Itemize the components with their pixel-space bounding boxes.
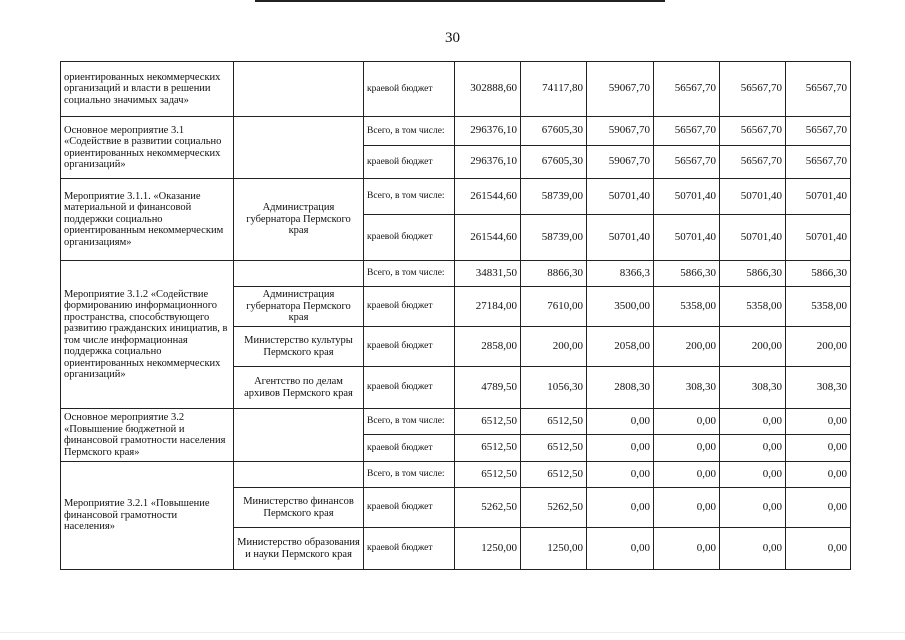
value-year-3: 0,00: [654, 435, 720, 462]
value-total: 27184,00: [455, 287, 521, 327]
value-year-5: 5358,00: [786, 287, 851, 327]
value-year-3: 0,00: [654, 488, 720, 528]
value-year-1: 5262,50: [521, 488, 587, 528]
value-year-2: 0,00: [587, 409, 654, 435]
value-year-1: 58739,00: [521, 179, 587, 215]
table-row: [61, 261, 851, 287]
executor-cell: Министерство финансов Пермского края: [234, 488, 364, 528]
value-total: 302888,60: [455, 62, 521, 117]
executor-cell: Администрация губернатора Пермского края: [234, 287, 364, 327]
value-year-4: 0,00: [720, 528, 786, 570]
value-year-1: 8866,30: [521, 261, 587, 287]
value-year-3: 50701,40: [654, 179, 720, 215]
value-year-1: 58739,00: [521, 215, 587, 261]
value-year-2: 2808,30: [587, 367, 654, 409]
value-year-4: 56567,70: [720, 146, 786, 179]
value-year-2: 0,00: [587, 462, 654, 488]
activity-name: Основное мероприятие 3.1 «Содействие в развитии социально ориентированных некоммерческих организаций»: [61, 117, 234, 179]
value-year-2: 59067,70: [587, 146, 654, 179]
funding-source: краевой бюджет: [364, 528, 455, 570]
budget-table: [60, 61, 851, 570]
value-total: 296376,10: [455, 117, 521, 146]
activity-name: Основное мероприятие 3.2 «Повышение бюджетной и финансовой грамотности населения Пермского края»: [61, 409, 234, 462]
value-year-1: 6512,50: [521, 435, 587, 462]
activity-name: Мероприятие 3.1.2 «Содействие формированию информационного пространства, способствующего развитию гражданских инициатив, в том числе информационная поддержка социально ориентированных некоммерческих организаций»: [61, 261, 234, 409]
funding-source: краевой бюджет: [364, 327, 455, 367]
value-year-3: 5358,00: [654, 287, 720, 327]
value-total: 34831,50: [455, 261, 521, 287]
value-year-1: 6512,50: [521, 409, 587, 435]
executor-cell: Министерство культуры Пермского края: [234, 327, 364, 367]
value-total: 5262,50: [455, 488, 521, 528]
value-total: 261544,60: [455, 215, 521, 261]
table-row: [61, 62, 851, 117]
top-border-line: [255, 0, 665, 2]
value-year-4: 50701,40: [720, 179, 786, 215]
executor-cell: [234, 409, 364, 462]
funding-source: Всего, в том числе:: [364, 179, 455, 215]
funding-source: Всего, в том числе:: [364, 117, 455, 146]
activity-name: Мероприятие 3.2.1 «Повышение финансовой грамотности населения»: [61, 462, 234, 570]
value-year-2: 0,00: [587, 488, 654, 528]
value-year-5: 50701,40: [786, 215, 851, 261]
value-year-1: 67605,30: [521, 117, 587, 146]
value-year-5: 200,00: [786, 327, 851, 367]
value-year-3: 0,00: [654, 528, 720, 570]
value-year-4: 56567,70: [720, 62, 786, 117]
value-year-2: 50701,40: [587, 179, 654, 215]
value-year-3: 308,30: [654, 367, 720, 409]
value-year-1: 67605,30: [521, 146, 587, 179]
funding-source: краевой бюджет: [364, 287, 455, 327]
value-year-1: 1056,30: [521, 367, 587, 409]
value-year-4: 5358,00: [720, 287, 786, 327]
value-year-2: 2058,00: [587, 327, 654, 367]
value-year-5: 0,00: [786, 462, 851, 488]
table-row: [61, 409, 851, 435]
value-year-5: 0,00: [786, 435, 851, 462]
value-year-2: 50701,40: [587, 215, 654, 261]
value-year-3: 50701,40: [654, 215, 720, 261]
value-year-3: 5866,30: [654, 261, 720, 287]
value-year-5: 56567,70: [786, 146, 851, 179]
value-year-5: 0,00: [786, 528, 851, 570]
value-year-4: 308,30: [720, 367, 786, 409]
value-year-2: 0,00: [587, 528, 654, 570]
value-year-1: 200,00: [521, 327, 587, 367]
value-total: 296376,10: [455, 146, 521, 179]
executor-cell: Администрация губернатора Пермского края: [234, 179, 364, 261]
executor-cell: Министерство образования и науки Пермского края: [234, 528, 364, 570]
funding-source: краевой бюджет: [364, 215, 455, 261]
value-year-4: 0,00: [720, 435, 786, 462]
value-year-5: 5866,30: [786, 261, 851, 287]
activity-name: Мероприятие 3.1.1. «Оказание материальной и финансовой поддержки социально ориентированным некоммерческим организациям»: [61, 179, 234, 261]
value-total: 6512,50: [455, 435, 521, 462]
executor-cell: Агентство по делам архивов Пермского края: [234, 367, 364, 409]
page-number: 30: [445, 30, 460, 46]
value-year-4: 5866,30: [720, 261, 786, 287]
funding-source: краевой бюджет: [364, 367, 455, 409]
value-total: 261544,60: [455, 179, 521, 215]
value-year-3: 200,00: [654, 327, 720, 367]
table-row: [61, 117, 851, 146]
value-total: 1250,00: [455, 528, 521, 570]
funding-source: краевой бюджет: [364, 488, 455, 528]
value-year-1: 6512,50: [521, 462, 587, 488]
value-year-1: 74117,80: [521, 62, 587, 117]
value-total: 6512,50: [455, 409, 521, 435]
value-year-2: 59067,70: [587, 62, 654, 117]
value-year-5: 0,00: [786, 488, 851, 528]
value-year-5: 56567,70: [786, 117, 851, 146]
table-row: [61, 462, 851, 488]
value-year-4: 0,00: [720, 409, 786, 435]
value-year-5: 50701,40: [786, 179, 851, 215]
value-total: 4789,50: [455, 367, 521, 409]
value-year-5: 308,30: [786, 367, 851, 409]
value-year-4: 0,00: [720, 488, 786, 528]
funding-source: краевой бюджет: [364, 435, 455, 462]
funding-source: краевой бюджет: [364, 146, 455, 179]
funding-source: Всего, в том числе:: [364, 409, 455, 435]
value-year-4: 0,00: [720, 462, 786, 488]
executor-cell: [234, 462, 364, 488]
value-total: 2858,00: [455, 327, 521, 367]
value-year-2: 8366,3: [587, 261, 654, 287]
table-row: [61, 179, 851, 215]
executor-cell: [234, 261, 364, 287]
value-year-4: 50701,40: [720, 215, 786, 261]
value-year-1: 7610,00: [521, 287, 587, 327]
bottom-edge: [0, 632, 905, 633]
executor-cell: [234, 62, 364, 117]
value-year-5: 56567,70: [786, 62, 851, 117]
executor-cell: [234, 117, 364, 179]
value-year-3: 0,00: [654, 409, 720, 435]
value-year-4: 200,00: [720, 327, 786, 367]
value-total: 6512,50: [455, 462, 521, 488]
funding-source: Всего, в том числе:: [364, 261, 455, 287]
value-year-4: 56567,70: [720, 117, 786, 146]
value-year-3: 0,00: [654, 462, 720, 488]
value-year-1: 1250,00: [521, 528, 587, 570]
value-year-3: 56567,70: [654, 62, 720, 117]
value-year-2: 3500,00: [587, 287, 654, 327]
value-year-3: 56567,70: [654, 146, 720, 179]
activity-name: ориентированных некоммерческих организаций и власти в решении социально значимых задач»: [61, 62, 234, 117]
value-year-5: 0,00: [786, 409, 851, 435]
value-year-2: 0,00: [587, 435, 654, 462]
funding-source: краевой бюджет: [364, 62, 455, 117]
value-year-2: 59067,70: [587, 117, 654, 146]
funding-source: Всего, в том числе:: [364, 462, 455, 488]
value-year-3: 56567,70: [654, 117, 720, 146]
